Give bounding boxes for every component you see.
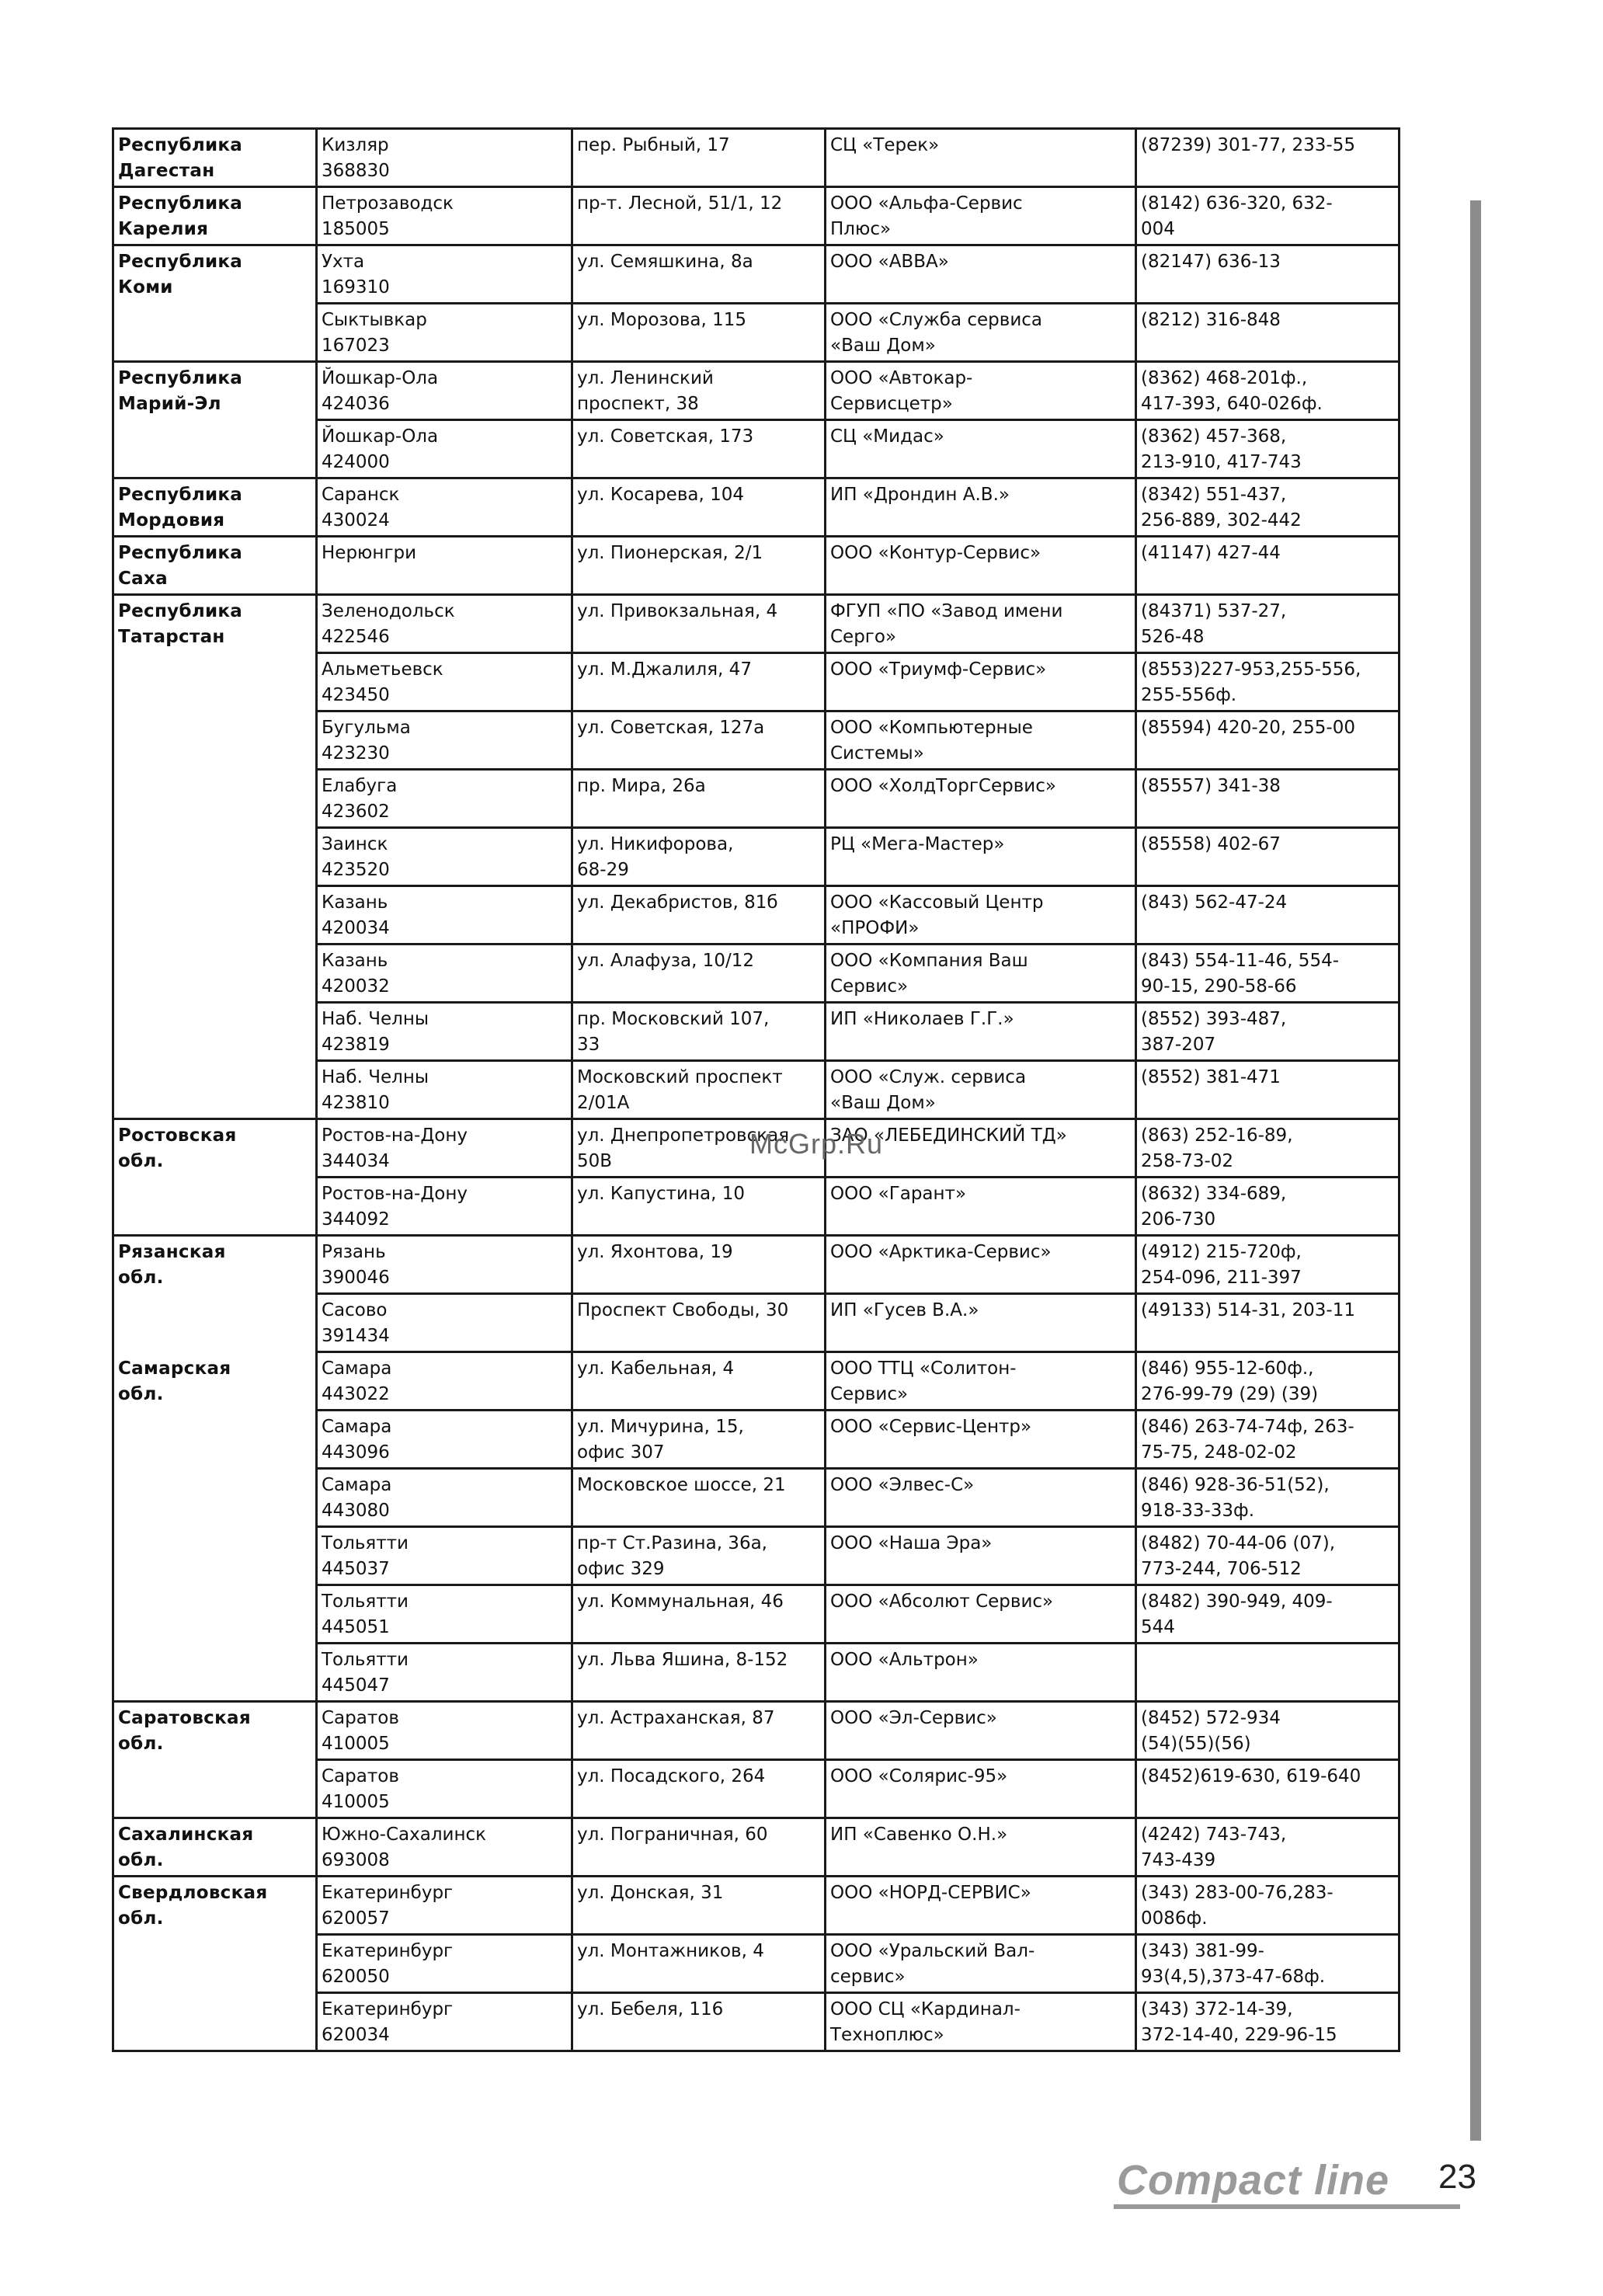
region-cell: [113, 770, 317, 828]
company-cell: ООО «Арктика-Сервис»: [826, 1236, 1136, 1294]
address-cell: ул. Астраханская, 87: [572, 1702, 826, 1760]
city-cell: Ростов-на-Дону 344092: [317, 1178, 572, 1236]
phone-cell: (87239) 301-77, 233-55: [1136, 129, 1400, 187]
city-cell: Самара 443022: [317, 1352, 572, 1411]
company-cell: ЗАО «ЛЕБЕДИНСКИЙ ТД»: [826, 1119, 1136, 1178]
company-cell: ООО «Сервис-Центр»: [826, 1411, 1136, 1469]
region-cell: Республика Карелия: [113, 187, 317, 245]
phone-cell: (8142) 636-320, 632- 004: [1136, 187, 1400, 245]
table-row: [113, 711, 1400, 770]
address-cell: ул. Бебеля, 116: [572, 1993, 826, 2051]
page-number: 23: [1438, 2158, 1476, 2196]
region-cell: Свердловская обл.: [113, 1877, 317, 1935]
region-cell: [113, 1003, 317, 1061]
address-cell: ул. Мичурина, 15, офис 307: [572, 1411, 826, 1469]
address-cell: ул. Пионерская, 2/1: [572, 537, 826, 595]
company-cell: ООО «Триумф-Сервис»: [826, 653, 1136, 711]
region-cell: [113, 1993, 317, 2051]
address-cell: ул. М.Джалиля, 47: [572, 653, 826, 711]
region-cell: [113, 1935, 317, 1993]
phone-cell: (49133) 514-31, 203-11: [1136, 1294, 1400, 1352]
city-cell: Казань 420032: [317, 944, 572, 1003]
region-cell: [113, 711, 317, 770]
company-cell: ООО «Кассовый Центр «ПРОФИ»: [826, 886, 1136, 944]
company-cell: ООО «Служ. сервиса «Ваш Дом»: [826, 1061, 1136, 1119]
company-cell: ООО «Альтрон»: [826, 1644, 1136, 1702]
table-row: [113, 245, 1400, 304]
phone-cell: (843) 562-47-24: [1136, 886, 1400, 944]
city-cell: Екатеринбург 620034: [317, 1993, 572, 2051]
company-cell: ООО «Гарант»: [826, 1178, 1136, 1236]
region-cell: [113, 828, 317, 886]
address-cell: пр-т. Лесной, 51/1, 12: [572, 187, 826, 245]
phone-cell: (41147) 427-44: [1136, 537, 1400, 595]
phone-cell: (85557) 341-38: [1136, 770, 1400, 828]
region-cell: [113, 1527, 317, 1585]
city-cell: Наб. Челны 423810: [317, 1061, 572, 1119]
table-row: [113, 1469, 1400, 1527]
phone-cell: (85594) 420-20, 255-00: [1136, 711, 1400, 770]
address-cell: пр. Московский 107, 33: [572, 1003, 826, 1061]
phone-cell: (343) 381-99- 93(4,5),373-47-68ф.: [1136, 1935, 1400, 1993]
region-cell: [113, 1178, 317, 1236]
phone-cell: (863) 252-16-89, 258-73-02: [1136, 1119, 1400, 1178]
phone-cell: (85558) 402-67: [1136, 828, 1400, 886]
city-cell: Наб. Челны 423819: [317, 1003, 572, 1061]
region-cell: [113, 1469, 317, 1527]
company-cell: ООО ТТЦ «Солитон- Сервис»: [826, 1352, 1136, 1411]
phone-cell: (846) 928-36-51(52), 918-33-33ф.: [1136, 1469, 1400, 1527]
address-cell: пр-т Ст.Разина, 36а, офис 329: [572, 1527, 826, 1585]
city-cell: Самара 443080: [317, 1469, 572, 1527]
address-cell: ул. Капустина, 10: [572, 1178, 826, 1236]
city-cell: Зеленодольск 422546: [317, 595, 572, 653]
phone-cell: (8362) 457-368, 213-910, 417-743: [1136, 420, 1400, 478]
phone-cell: (8482) 70-44-06 (07), 773-244, 706-512: [1136, 1527, 1400, 1585]
address-cell: ул. Советская, 173: [572, 420, 826, 478]
region-cell: Рязанская обл.: [113, 1236, 317, 1294]
phone-cell: (8552) 393-487, 387-207: [1136, 1003, 1400, 1061]
address-cell: пер. Рыбный, 17: [572, 129, 826, 187]
region-cell: [113, 886, 317, 944]
address-cell: ул. Кабельная, 4: [572, 1352, 826, 1411]
table-row: [113, 187, 1400, 245]
city-cell: Сасово 391434: [317, 1294, 572, 1352]
region-cell: Республика Мордовия: [113, 478, 317, 537]
city-cell: Южно-Сахалинск 693008: [317, 1818, 572, 1877]
brand-logo-text: Compact line: [1117, 2157, 1390, 2204]
region-cell: [113, 1061, 317, 1119]
service-centers-table: [112, 127, 1400, 2052]
table-row: [113, 828, 1400, 886]
company-cell: ООО «Альфа-Сервис Плюс»: [826, 187, 1136, 245]
address-cell: ул. Советская, 127а: [572, 711, 826, 770]
company-cell: ООО «Компания Ваш Сервис»: [826, 944, 1136, 1003]
city-cell: Нерюнгри: [317, 537, 572, 595]
region-cell: Республика Марий-Эл: [113, 362, 317, 420]
phone-cell: (8632) 334-689, 206-730: [1136, 1178, 1400, 1236]
company-cell: СЦ «Терек»: [826, 129, 1136, 187]
city-cell: Саратов 410005: [317, 1702, 572, 1760]
address-cell: ул. Коммунальная, 46: [572, 1585, 826, 1644]
city-cell: Заинск 423520: [317, 828, 572, 886]
table-row: [113, 304, 1400, 362]
table-row: [113, 770, 1400, 828]
address-cell: Проспект Свободы, 30: [572, 1294, 826, 1352]
company-cell: ИП «Гусев В.А.»: [826, 1294, 1136, 1352]
region-cell: Республика Коми: [113, 245, 317, 304]
table-row: [113, 129, 1400, 187]
company-cell: ООО «Автокар- Сервисцетр»: [826, 362, 1136, 420]
table-row: [113, 1760, 1400, 1818]
phone-cell: (8552) 381-471: [1136, 1061, 1400, 1119]
city-cell: Альметьевск 423450: [317, 653, 572, 711]
address-cell: ул. Семяшкина, 8а: [572, 245, 826, 304]
address-cell: ул. Днепропетровская, 50В: [572, 1119, 826, 1178]
phone-cell: (846) 955-12-60ф., 276-99-79 (29) (39): [1136, 1352, 1400, 1411]
company-cell: РЦ «Мега-Мастер»: [826, 828, 1136, 886]
address-cell: ул. Монтажников, 4: [572, 1935, 826, 1993]
table-row: [113, 1644, 1400, 1702]
city-cell: Петрозаводск 185005: [317, 187, 572, 245]
city-cell: Тольятти 445037: [317, 1527, 572, 1585]
company-cell: ООО «Абсолют Сервис»: [826, 1585, 1136, 1644]
city-cell: Ухта 169310: [317, 245, 572, 304]
region-cell: [113, 420, 317, 478]
region-cell: Республика Дагестан: [113, 129, 317, 187]
address-cell: ул. Льва Яшина, 8-152: [572, 1644, 826, 1702]
city-cell: Тольятти 445047: [317, 1644, 572, 1702]
watermark-text: McGrp.Ru: [749, 1128, 884, 1160]
address-cell: ул. Никифорова, 68-29: [572, 828, 826, 886]
table-row: [113, 1003, 1400, 1061]
phone-cell: (843) 554-11-46, 554- 90-15, 290-58-66: [1136, 944, 1400, 1003]
company-cell: ООО «АВВА»: [826, 245, 1136, 304]
table-row: [113, 1818, 1400, 1877]
table-row: [113, 944, 1400, 1003]
table-row: [113, 1935, 1400, 1993]
table-row: [113, 1877, 1400, 1935]
city-cell: Йошкар-Ола 424036: [317, 362, 572, 420]
table-row: [113, 886, 1400, 944]
address-cell: Московский проспект 2/01А: [572, 1061, 826, 1119]
phone-cell: [1136, 1644, 1400, 1702]
region-cell: [113, 1411, 317, 1469]
address-cell: ул. Декабристов, 81б: [572, 886, 826, 944]
city-cell: Бугульма 423230: [317, 711, 572, 770]
region-cell: Сахалинская обл.: [113, 1818, 317, 1877]
city-cell: Йошкар-Ола 424000: [317, 420, 572, 478]
phone-cell: (846) 263-74-74ф, 263- 75-75, 248-02-02: [1136, 1411, 1400, 1469]
company-cell: ООО «Служба сервиса «Ваш Дом»: [826, 304, 1136, 362]
table-body: [113, 129, 1400, 2051]
city-cell: Саратов 410005: [317, 1760, 572, 1818]
city-cell: Сыктывкар 167023: [317, 304, 572, 362]
region-cell: [113, 944, 317, 1003]
company-cell: ООО СЦ «Кардинал- Техноплюс»: [826, 1993, 1136, 2051]
company-cell: ООО «Наша Эра»: [826, 1527, 1136, 1585]
phone-cell: (4242) 743-743, 743-439: [1136, 1818, 1400, 1877]
company-cell: ООО «Уральский Вал- сервис»: [826, 1935, 1136, 1993]
company-cell: ООО «Элвес-С»: [826, 1469, 1136, 1527]
company-cell: ООО «НОРД-СЕРВИС»: [826, 1877, 1136, 1935]
company-cell: ООО «Контур-Сервис»: [826, 537, 1136, 595]
company-cell: ООО «Компьютерные Системы»: [826, 711, 1136, 770]
company-cell: ООО «ХолдТоргСервис»: [826, 770, 1136, 828]
phone-cell: (8452)619-630, 619-640: [1136, 1760, 1400, 1818]
address-cell: ул. Косарева, 104: [572, 478, 826, 537]
phone-cell: (84371) 537-27, 526-48: [1136, 595, 1400, 653]
address-cell: ул. Яхонтова, 19: [572, 1236, 826, 1294]
company-cell: ООО «Эл-Сервис»: [826, 1702, 1136, 1760]
city-cell: Ростов-на-Дону 344034: [317, 1119, 572, 1178]
table-row: [113, 420, 1400, 478]
table-row: [113, 1527, 1400, 1585]
phone-cell: (8342) 551-437, 256-889, 302-442: [1136, 478, 1400, 537]
company-cell: ИП «Савенко О.Н.»: [826, 1818, 1136, 1877]
region-cell: [113, 1760, 317, 1818]
address-cell: ул. Ленинский проспект, 38: [572, 362, 826, 420]
company-cell: ООО «Солярис-95»: [826, 1760, 1136, 1818]
company-cell: СЦ «Мидас»: [826, 420, 1136, 478]
city-cell: Екатеринбург 620050: [317, 1935, 572, 1993]
city-cell: Елабуга 423602: [317, 770, 572, 828]
region-cell: [113, 653, 317, 711]
brand-logo-underline: [1114, 2204, 1460, 2209]
phone-cell: (8212) 316-848: [1136, 304, 1400, 362]
city-cell: Екатеринбург 620057: [317, 1877, 572, 1935]
city-cell: Рязань 390046: [317, 1236, 572, 1294]
city-cell: Тольятти 445051: [317, 1585, 572, 1644]
table-row: [113, 1993, 1400, 2051]
page-side-bar: [1470, 200, 1481, 2141]
table-row: [113, 1702, 1400, 1760]
region-cell: [113, 1644, 317, 1702]
table-row: [113, 537, 1400, 595]
address-cell: пр. Мира, 26а: [572, 770, 826, 828]
region-cell: [113, 304, 317, 362]
address-cell: ул. Пограничная, 60: [572, 1818, 826, 1877]
region-cell: [113, 1585, 317, 1644]
table-row: [113, 595, 1400, 653]
address-cell: Московское шоссе, 21: [572, 1469, 826, 1527]
table-row: [113, 1585, 1400, 1644]
table-row: [113, 1411, 1400, 1469]
phone-cell: (4912) 215-720ф, 254-096, 211-397: [1136, 1236, 1400, 1294]
company-cell: ИП «Дрондин А.В.»: [826, 478, 1136, 537]
city-cell: Казань 420034: [317, 886, 572, 944]
company-cell: ИП «Николаев Г.Г.»: [826, 1003, 1136, 1061]
address-cell: ул. Морозова, 115: [572, 304, 826, 362]
company-cell: ФГУП «ПО «Завод имени Серго»: [826, 595, 1136, 653]
table-row: [113, 478, 1400, 537]
city-cell: Самара 443096: [317, 1411, 572, 1469]
phone-cell: (343) 283-00-76,283- 0086ф.: [1136, 1877, 1400, 1935]
address-cell: ул. Донская, 31: [572, 1877, 826, 1935]
region-cell: [113, 1294, 317, 1352]
region-cell: Саратовская обл.: [113, 1702, 317, 1760]
phone-cell: (82147) 636-13: [1136, 245, 1400, 304]
phone-cell: (343) 372-14-39, 372-14-40, 229-96-15: [1136, 1993, 1400, 2051]
address-cell: ул. Привокзальная, 4: [572, 595, 826, 653]
table-row: [113, 1236, 1400, 1294]
table-row: [113, 1352, 1400, 1411]
phone-cell: (8482) 390-949, 409- 544: [1136, 1585, 1400, 1644]
table-row: [113, 362, 1400, 420]
address-cell: ул. Посадского, 264: [572, 1760, 826, 1818]
region-cell: Республика Саха: [113, 537, 317, 595]
region-cell: Ростовская обл.: [113, 1119, 317, 1178]
city-cell: Саранск 430024: [317, 478, 572, 537]
city-cell: Кизляр 368830: [317, 129, 572, 187]
phone-cell: (8452) 572-934 (54)(55)(56): [1136, 1702, 1400, 1760]
phone-cell: (8553)227-953,255-556, 255-556ф.: [1136, 653, 1400, 711]
address-cell: ул. Алафуза, 10/12: [572, 944, 826, 1003]
table-row: [113, 1061, 1400, 1119]
region-cell: Республика Татарстан: [113, 595, 317, 653]
table-row: [113, 653, 1400, 711]
table-row: [113, 1294, 1400, 1352]
phone-cell: (8362) 468-201ф., 417-393, 640-026ф.: [1136, 362, 1400, 420]
region-cell: Самарская обл.: [113, 1352, 317, 1411]
table-row: [113, 1178, 1400, 1236]
